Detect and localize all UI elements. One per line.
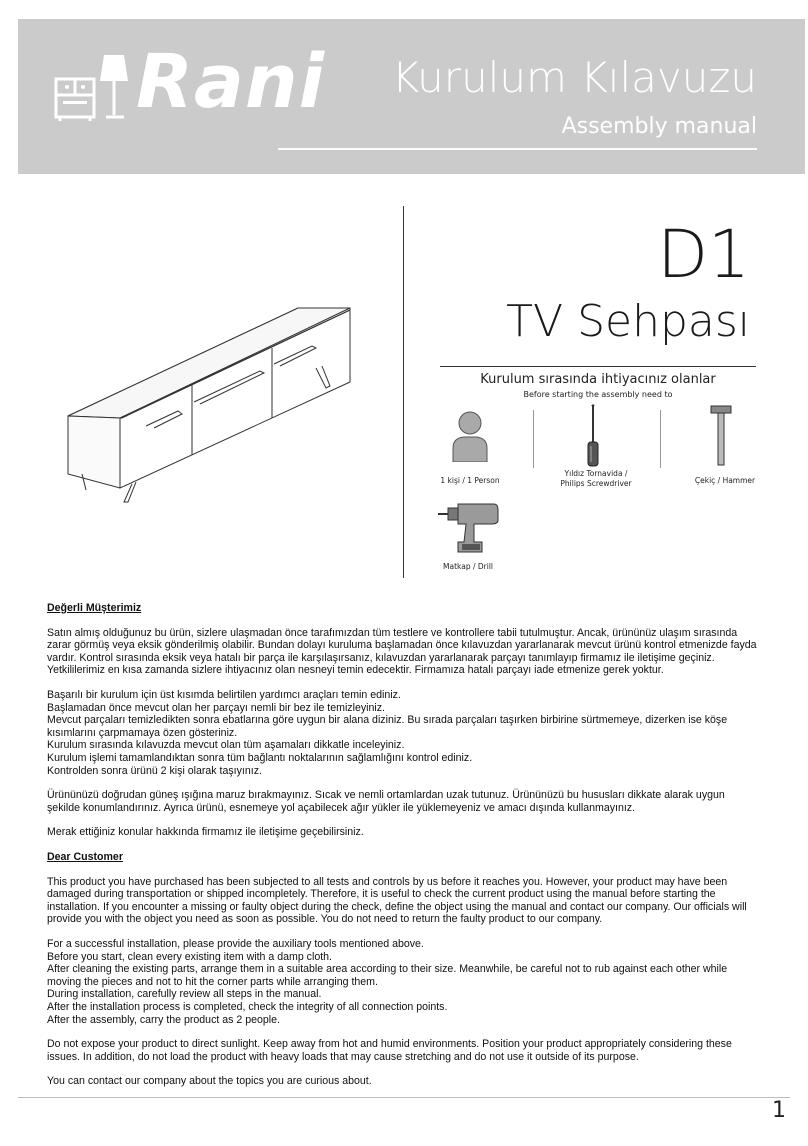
tv-stand-illustration	[60, 298, 356, 504]
english-step: For a successful installation, please provide the auxiliary tools mentioned above.	[47, 937, 424, 950]
banner-divider	[278, 148, 757, 150]
english-heading: Dear Customer	[47, 851, 123, 863]
product-name: TV Sehpası	[506, 296, 750, 347]
english-paragraph-3: You can contact our company about the topics you are curious about.	[47, 1075, 372, 1088]
manual-title-tr: Kurulum Kılavuzu	[391, 53, 757, 102]
tool-label-screwdriver: Yıldız Tornavida / Philips Screwdriver	[560, 469, 632, 489]
turkish-paragraph-3: Merak ettiğiniz konular hakkında firmamız ile iletişime geçebilirsiniz.	[47, 826, 364, 839]
english-section	[47, 851, 759, 1088]
screwdriver-icon	[584, 404, 602, 468]
turkish-paragraph-1: Satın almış olduğunuz bu ürün, sizlere ulaşmadan önce tarafımızdan tüm testlere ve kontrollere tabii tutulmuştur. Ancak, ürününüz ulaşım sırasında zarar görmüş veya eksik gönderilmiş olabilir. Bundan dolayı kuruluma başlamadan önce kılavuzdan yararlanarak mevcut ürünü kontrol etmenizde fayda vardır. Kontrol sırasında eksik veya hatalı bir parça ile karşılaşırsanız, kılavuzdan yararlanarak parçayı tanımlayıp firmamız ile iletişime geçiniz. Yetkililerimiz en kısa zamanda sizlere ihtiyacınız olan nesneyi temin edecektir. Firmamıza hatalı parçayı iade etmenize gerek yoktur.	[47, 626, 757, 677]
turkish-step: Kurulum işlemi tamamlandıktan sonra tüm bağlantı noktalarının sağlamlığını kontrol ediniz.	[47, 751, 473, 764]
person-icon	[450, 410, 490, 462]
manual-title-en: Assembly manual	[561, 114, 757, 139]
english-step: After the installation process is completed, check the integrity of all connection points.	[47, 1000, 448, 1013]
drill-icon	[436, 500, 500, 554]
turkish-paragraph-2: Ürününüzü doğrudan güneş ışığına maruz bırakmayınız. Sıcak ve nemli ortamlardan uzak tutunuz. Ürününüzü bu hususları dikkate alarak uygun şekilde konumlandırınız. Ayrıca ürünü, esnemeye yol açabilecek ağır yükler ile yüklemeyeniz ve amacı dışında kullanmayınız.	[47, 789, 725, 814]
turkish-section	[47, 602, 759, 839]
tool-label-person: 1 kişi / 1 Person	[440, 476, 500, 485]
turkish-step: Kontrolden sonra ürünü 2 kişi olarak taşıyınız.	[47, 764, 262, 777]
tools-title: Kurulum sırasında ihtiyacınız olanlar	[480, 372, 716, 387]
vertical-divider	[403, 206, 404, 578]
tool-label-hammer: Çekiç / Hammer	[694, 476, 756, 485]
furniture-logo-icon	[52, 51, 134, 121]
english-step: After the assembly, carry the product as 2 people.	[47, 1013, 280, 1026]
page-number: 1	[772, 1098, 786, 1123]
turkish-step: Başarılı bir kurulum için üst kısımda belirtilen yardımcı araçları temin ediniz.	[47, 688, 401, 701]
tool-separator	[533, 410, 534, 468]
hammer-icon	[708, 404, 734, 468]
turkish-step: Başlamadan önce mevcut olan her parçayı nemli bir bez ile temizleyiniz.	[47, 701, 385, 714]
product-code: D1	[657, 216, 750, 293]
english-step: During installation, carefully review all steps in the manual.	[47, 988, 322, 1001]
turkish-step: Kurulum sırasında kılavuzda mevcut olan tüm aşamaları dikkatle inceleyiniz.	[47, 739, 405, 752]
tools-divider	[440, 366, 756, 367]
header-banner	[18, 19, 805, 174]
footer-divider	[18, 1097, 790, 1098]
tools-subtitle: Before starting the assembly need to	[523, 390, 673, 399]
turkish-heading: Değerli Müşterimiz	[47, 602, 142, 614]
tool-label-drill: Matkap / Drill	[443, 562, 493, 571]
tool-separator	[660, 410, 661, 468]
english-paragraph-1: This product you have purchased has been subjected to all tests and controls by us before it reaches you. However, your product may have been damaged during transportation or shipped incompletely. Therefore, it is useful to check the current product using the manual before starting the installation. If you encounter a missing or faulty object during the check, define the object using the manual and contact our company. Our officials will provide you with the object you need as soon as possible. You do not need to return the faulty product to our company.	[47, 875, 747, 926]
english-step: After cleaning the existing parts, arrange them in a suitable area according to their size. Meanwhile, be careful not to rub against each other while moving the pieces and not to hit the corner parts while arranging them.	[47, 963, 728, 988]
english-paragraph-2: Do not expose your product to direct sunlight. Keep away from hot and humid environments. Position your product appropriately considering these issues. In addition, do not load the product with heavy loads that may cause stretching and do not use it outside of its purpose.	[47, 1038, 732, 1063]
turkish-step: Mevcut parçaları temizledikten sonra ebatlarına göre uygun bir alana diziniz. Bu sırada parçaları taşırken birbirine sürtmemeye, dizerken ise köşe kısımlarını çarpmamaya özen gösteriniz.	[47, 714, 728, 739]
english-step: Before you start, clean every existing item with a damp cloth.	[47, 950, 332, 963]
brand-logo: Rani	[136, 39, 325, 125]
